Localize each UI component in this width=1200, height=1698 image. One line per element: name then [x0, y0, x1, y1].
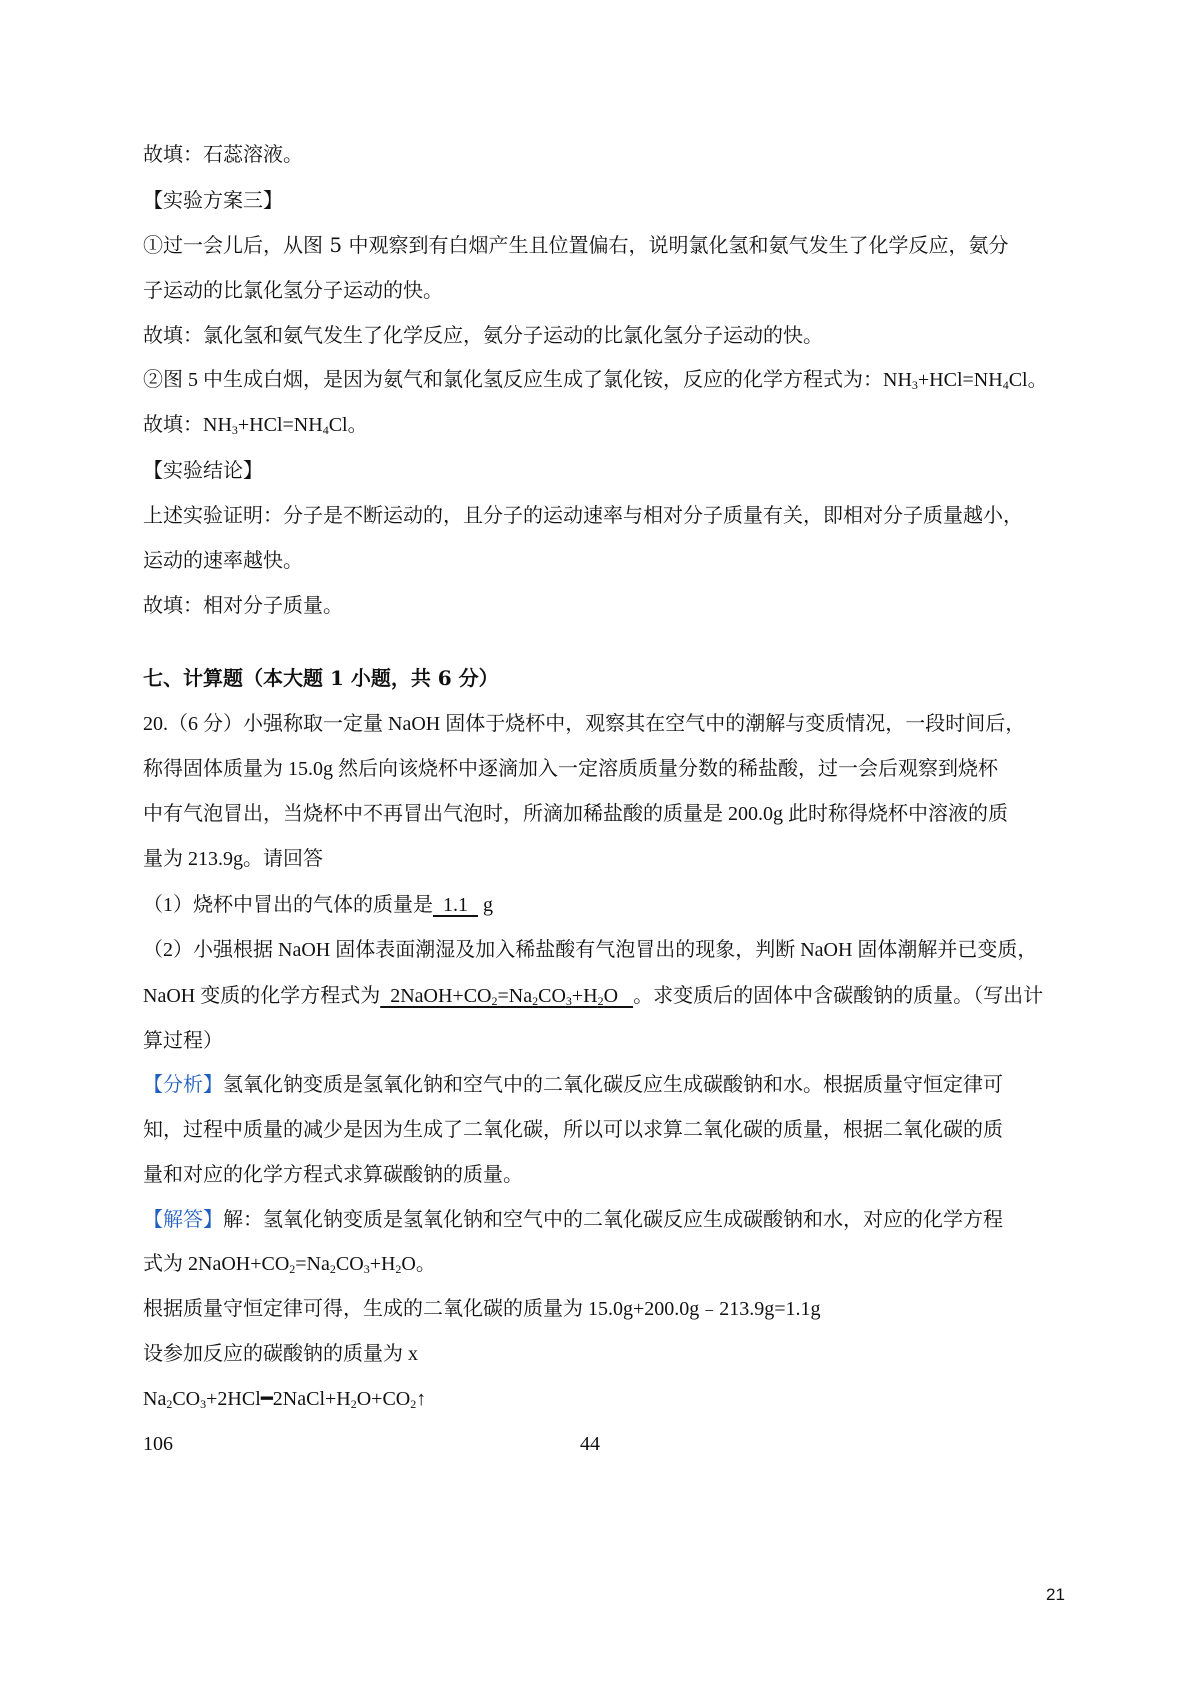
subscript: 4 [322, 423, 329, 437]
molar-mass-right: 44 [580, 1433, 600, 1455]
text-line: 子运动的比氯化氢分子运动的快。 [143, 278, 443, 302]
subscript: 3 [200, 1397, 207, 1411]
equation-line [143, 366, 1048, 399]
text-line: 故填：石蕊溶液。 [143, 142, 303, 166]
solution-line [143, 1205, 1003, 1233]
text: Cl。 [1008, 369, 1048, 391]
text-line: 算过程） [143, 1028, 223, 1052]
text: O+CO [356, 1388, 411, 1410]
subscript: 3 [231, 423, 238, 437]
sub-question-2: （2）小强根据 NaOH 固体表面潮湿及加入稀盐酸有气泡冒出的现象，判断 NaOH 固体潮解并已变质， [143, 939, 1038, 961]
section-heading: 【实验方案三】 [143, 188, 283, 212]
question-text: 中有气泡冒出，当烧杯中不再冒出气泡时，所滴加稀盐酸的质量是 200.0g 此时称得烧杯中溶液的质 [143, 803, 1008, 825]
text: Na [143, 1388, 167, 1410]
text: 。求变质后的固体中含碳酸钠的质量。（写出计 [633, 985, 1044, 1007]
text: =Na [497, 985, 533, 1007]
text: CO [172, 1388, 201, 1410]
text: CO [538, 985, 566, 1007]
analysis-label: 【分析】 [143, 1072, 223, 1096]
section-title: 七、计算题（本大题 1 小题，共 6 分） [143, 666, 499, 690]
text-line: 根据质量守恒定律可得，生成的二氧化碳的质量为 15.0g+200.0g﹣213.9g=1.1g [143, 1298, 821, 1320]
text: +HCl=NH [917, 369, 1003, 391]
text: O [603, 985, 634, 1007]
text: +HCl=NH [237, 414, 323, 436]
text: 氢氧化钠变质是氢氧化钠和空气中的二氧化碳反应生成碳酸钠和水。根据质量守恒定律可 [223, 1072, 1003, 1096]
text: 解：氢氧化钠变质是氢氧化钠和空气中的二氧化碳反应生成碳酸钠和水，对应的化学方程 [223, 1207, 1003, 1231]
subscript: 3 [911, 378, 918, 392]
text: +H [369, 1253, 396, 1275]
subscript: 3 [363, 1262, 370, 1276]
text: CO [335, 1253, 364, 1275]
subscript: 2 [329, 1262, 336, 1276]
text: +2HCl━2NaCl+H [206, 1388, 351, 1410]
text-line: 运动的速率越快。 [143, 548, 303, 572]
sub-question-1 [143, 891, 493, 919]
subscript: 4 [1002, 378, 1009, 392]
text-line: ①过一会儿后，从图 5 中观察到有白烟产生且位置偏右，说明氯化氢和氨气发生了化学反应，氨分 [143, 233, 1009, 257]
subscript: 3 [565, 994, 572, 1008]
subscript: 2 [532, 994, 539, 1008]
text-line: 知，过程中质量的减少是因为生成了二氧化碳，所以可以求算二氧化碳的质量，根据二氧化碳的质 [143, 1117, 1003, 1141]
page-number: 21 [1046, 1585, 1065, 1604]
text: ②图 5 中生成白烟，是因为氨气和氯化氢反应生成了氯化铵，反应的化学方程式为：NH [143, 369, 912, 391]
text: +H [571, 985, 598, 1007]
subscript: 2 [597, 994, 604, 1008]
text: 故填：NH [143, 414, 232, 436]
answer-blank [380, 985, 633, 1007]
equation-line [143, 411, 368, 444]
equation-line [143, 982, 1043, 1015]
subscript: 2 [350, 1397, 357, 1411]
text-line: 故填：相对分子质量。 [143, 593, 343, 617]
text: （1）烧杯中冒出的气体的质量是 [143, 894, 433, 916]
text: O。 [401, 1253, 436, 1275]
text-line: 设参加反应的碳酸钠的质量为 x [143, 1343, 418, 1365]
text: Cl。 [328, 414, 368, 436]
subscript: 2 [166, 1397, 173, 1411]
analysis-line [143, 1070, 1003, 1098]
question-text: 20.（6 分）小强称取一定量 NaOH 固体于烧杯中，观察其在空气中的潮解与变质情况，一段时间后， [143, 713, 1026, 735]
answer-blank: 1.1 [433, 894, 478, 916]
equation-line [143, 1250, 436, 1283]
question-text: 称得固体质量为 15.0g 然后向该烧杯中逐滴加入一定溶质质量分数的稀盐酸，过一会后观察到烧杯 [143, 758, 998, 780]
text: =Na [295, 1253, 330, 1275]
subscript: 2 [289, 1262, 296, 1276]
question-text: 量为 213.9g。请回答 [143, 848, 323, 870]
text: ↑ [416, 1388, 427, 1410]
subscript: 2 [395, 1262, 402, 1276]
equation-line [143, 1385, 426, 1418]
text-line: 上述实验证明：分子是不断运动的，且分子的运动速率与相对分子质量有关，即相对分子质量越小， [143, 503, 1023, 527]
solution-label: 【解答】 [143, 1207, 223, 1231]
unit: g [483, 894, 493, 916]
subscript: 2 [410, 1397, 417, 1411]
subscript: 2 [491, 994, 498, 1008]
text-line: 故填：氯化氢和氨气发生了化学反应，氨分子运动的比氯化氢分子运动的快。 [143, 323, 823, 347]
text: NaOH 变质的化学方程式为 [143, 985, 381, 1007]
text: 2NaOH+CO [380, 985, 492, 1007]
section-heading: 【实验结论】 [143, 458, 263, 482]
text-line: 量和对应的化学方程式求算碳酸钠的质量。 [143, 1162, 523, 1186]
molar-mass-left: 106 [143, 1433, 173, 1455]
text: 式为 2NaOH+CO [143, 1253, 290, 1275]
